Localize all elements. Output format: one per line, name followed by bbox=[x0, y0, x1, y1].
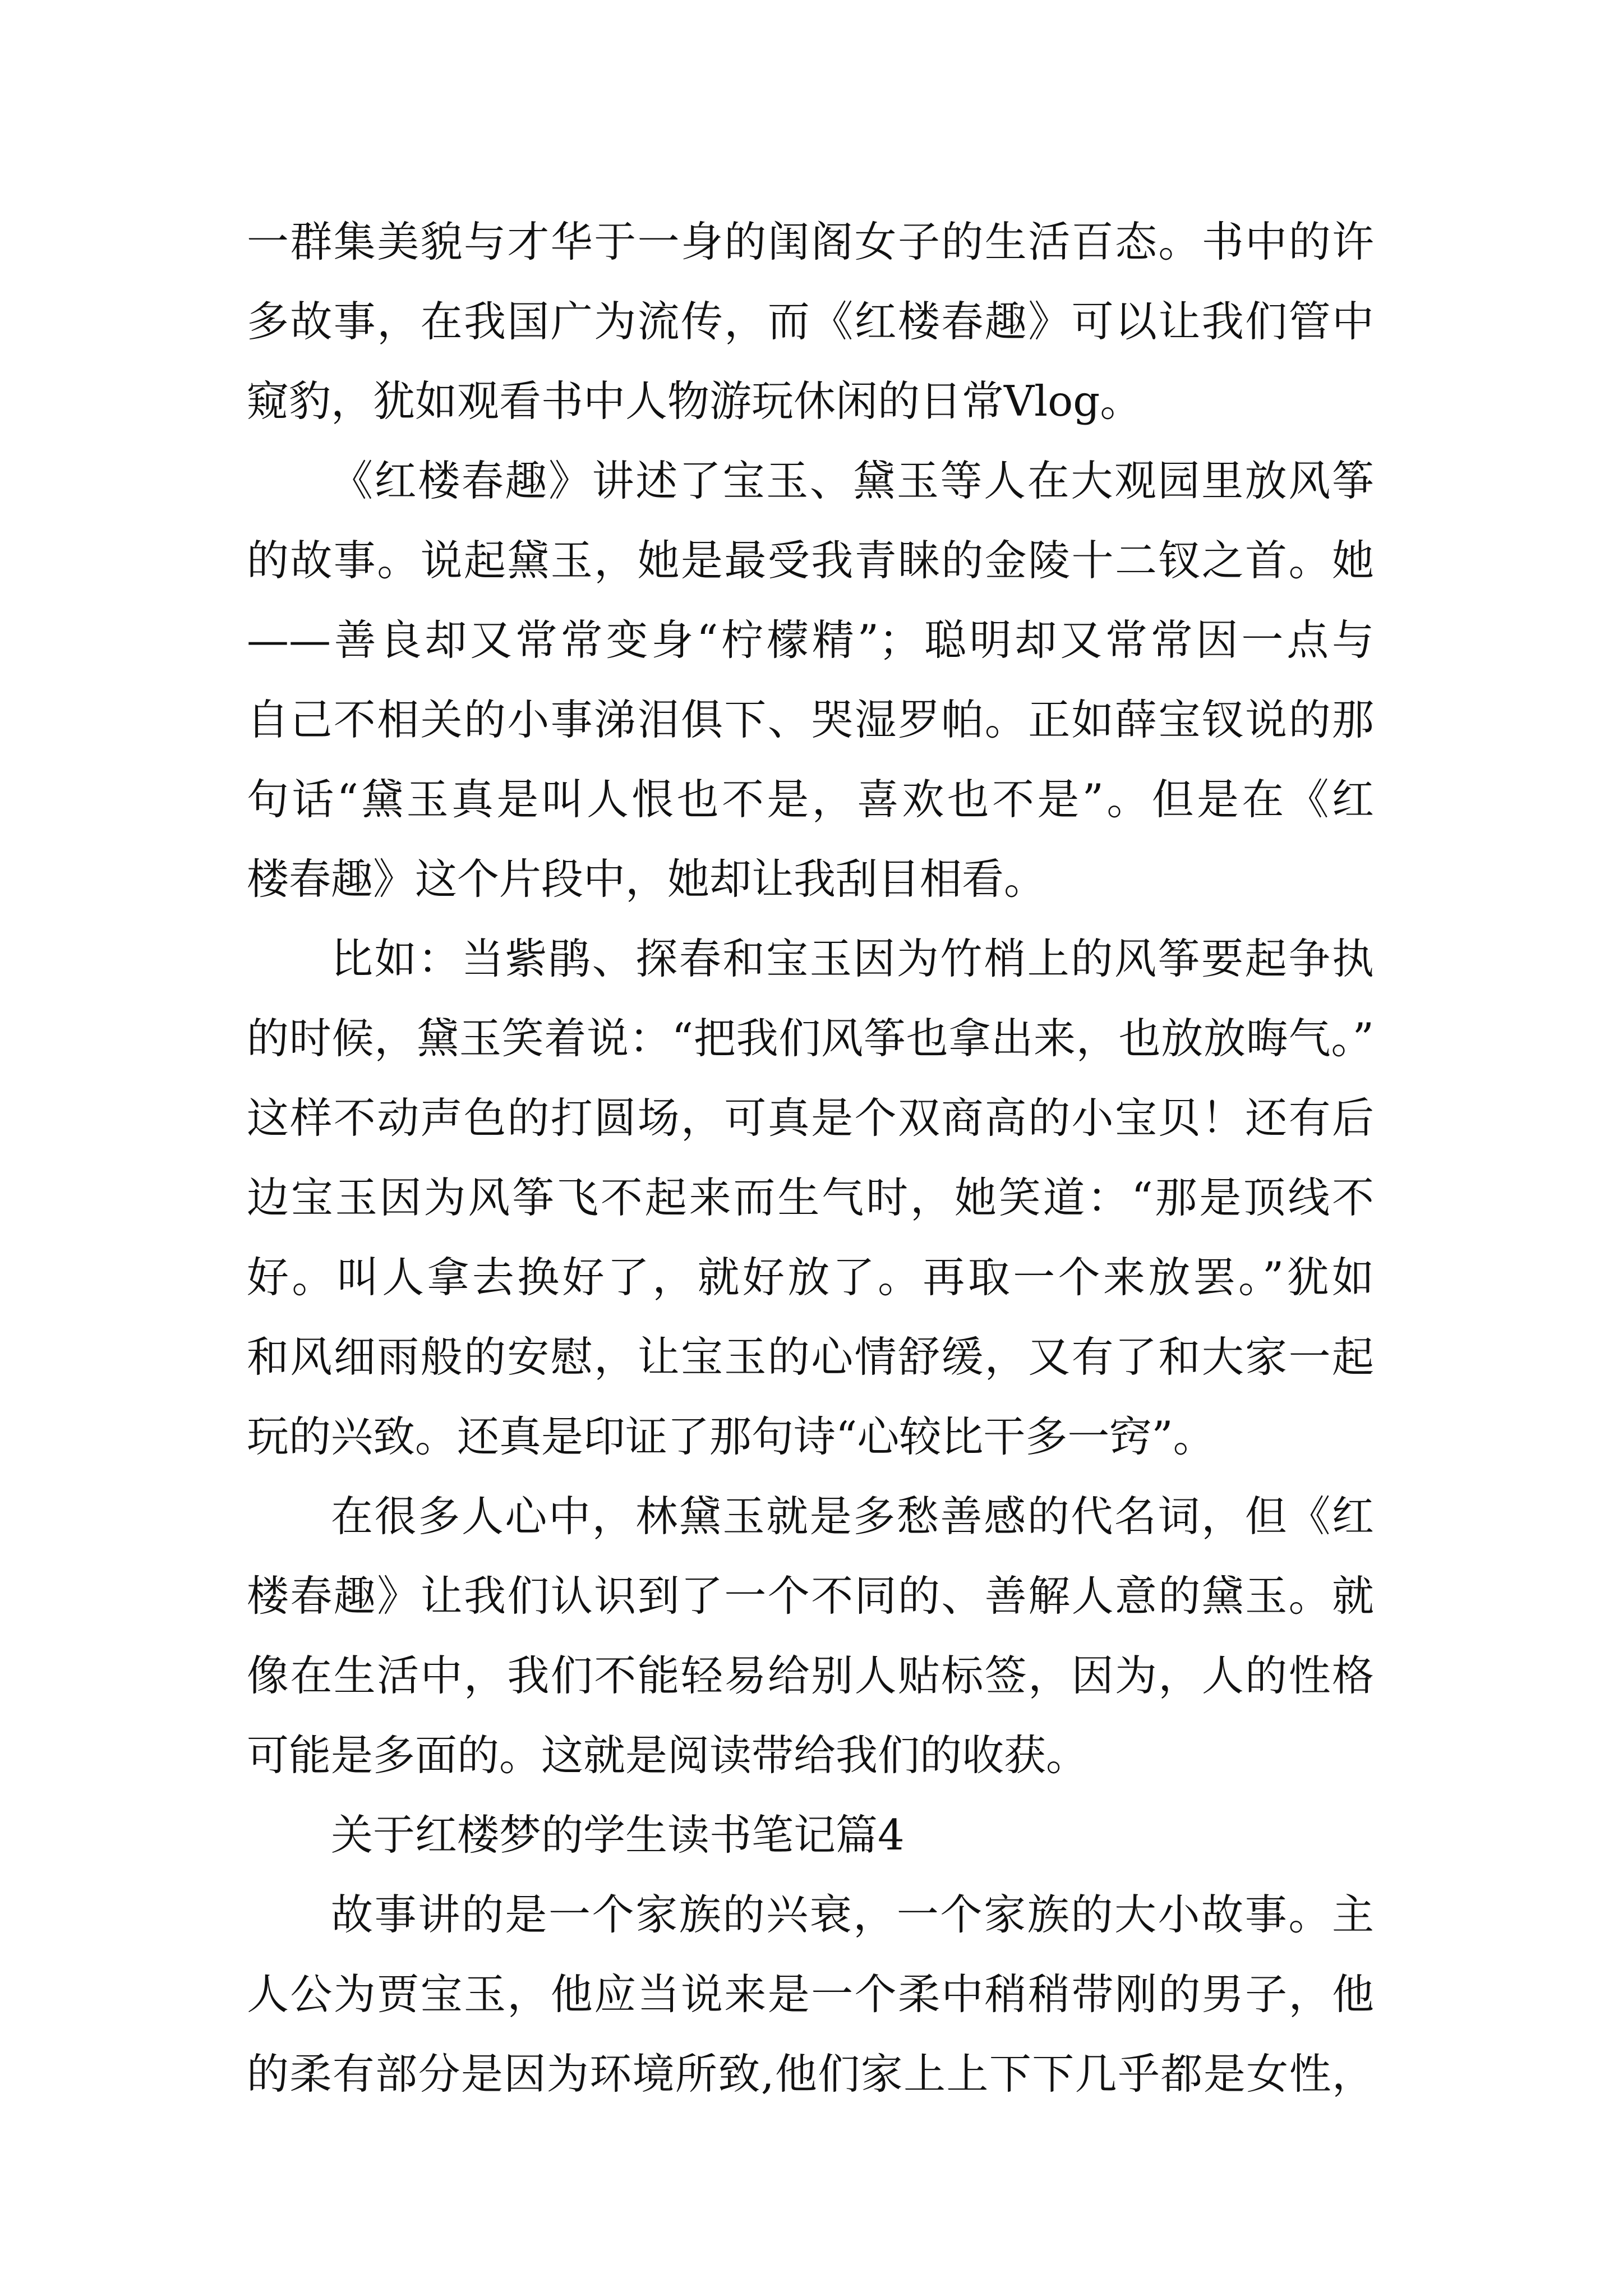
text-line: 这样不动声色的打圆场，可真是个双商高的小宝贝！还有后 bbox=[247, 1093, 1374, 1143]
text-line: 人公为贾宝玉，他应当说来是一个柔中稍稍带刚的男子，他 bbox=[247, 1970, 1374, 2019]
text-line: 窥豹，犹如观看书中人物游玩休闲的日常Vlog。 bbox=[247, 376, 1142, 426]
text-line: 故事讲的是一个家族的兴衰，一个家族的大小故事。主 bbox=[331, 1890, 1374, 1939]
text-line: 的柔有部分是因为环境所致,他们家上上下下几乎都是女性， bbox=[247, 2049, 1374, 2099]
text-line: 楼春趣》这个片段中，她却让我刮目相看。 bbox=[247, 854, 1046, 904]
paragraph bbox=[247, 919, 1374, 1476]
text-line: 和风细雨般的安慰，让宝玉的心情舒缓，又有了和大家一起 bbox=[247, 1332, 1374, 1382]
text-line: 句话“黛玉真是叫人恨也不是，喜欢也不是”。但是在《红 bbox=[247, 775, 1374, 824]
document-body bbox=[247, 202, 1374, 2114]
text-line: 可能是多面的。这就是阅读带给我们的收获。 bbox=[247, 1731, 1089, 1780]
text-line: 玩的兴致。还真是印证了那句诗“心较比干多一窍”。 bbox=[247, 1412, 1215, 1461]
paragraph bbox=[247, 1875, 1374, 2114]
text-line: 《红楼春趣》讲述了宝玉、黛玉等人在大观园里放风筝 bbox=[331, 456, 1374, 505]
text-line: 像在生活中，我们不能轻易给别人贴标签，因为，人的性格 bbox=[247, 1651, 1374, 1700]
text-line: 比如：当紫鹃、探春和宝玉因为竹梢上的风筝要起争执 bbox=[331, 934, 1374, 983]
text-line: 在很多人心中，林黛玉就是多愁善感的代名词，但《红 bbox=[331, 1492, 1374, 1541]
text-line: 的故事。说起黛玉，她是最受我青睐的金陵十二钗之首。她 bbox=[247, 536, 1374, 585]
text-line: 楼春趣》让我们认识到了一个不同的、善解人意的黛玉。就 bbox=[247, 1571, 1374, 1621]
text-line: ——善良却又常常变身“柠檬精”；聪明却又常常因一点与 bbox=[247, 615, 1374, 665]
text-line: 好。叫人拿去换好了，就好放了。再取一个来放罢。”犹如 bbox=[247, 1253, 1374, 1302]
section-heading-text: 关于红楼梦的学生读书笔记篇4 bbox=[331, 1810, 905, 1860]
paragraph bbox=[247, 441, 1374, 919]
text-line: 多故事，在我国广为流传，而《红楼春趣》可以让我们管中 bbox=[247, 297, 1374, 346]
section-heading bbox=[247, 1795, 1374, 1875]
paragraph bbox=[247, 202, 1374, 441]
text-line: 自己不相关的小事涕泪俱下、哭湿罗帕。正如薛宝钗说的那 bbox=[247, 695, 1374, 744]
text-line: 边宝玉因为风筝飞不起来而生气时，她笑道：“那是顶线不 bbox=[247, 1173, 1374, 1222]
paragraph bbox=[247, 1476, 1374, 1795]
text-line: 的时候，黛玉笑着说：“把我们风筝也拿出来，也放放晦气。” bbox=[247, 1014, 1374, 1063]
text-line: 一群集美貌与才华于一身的闺阁女子的生活百态。书中的许 bbox=[247, 217, 1374, 266]
